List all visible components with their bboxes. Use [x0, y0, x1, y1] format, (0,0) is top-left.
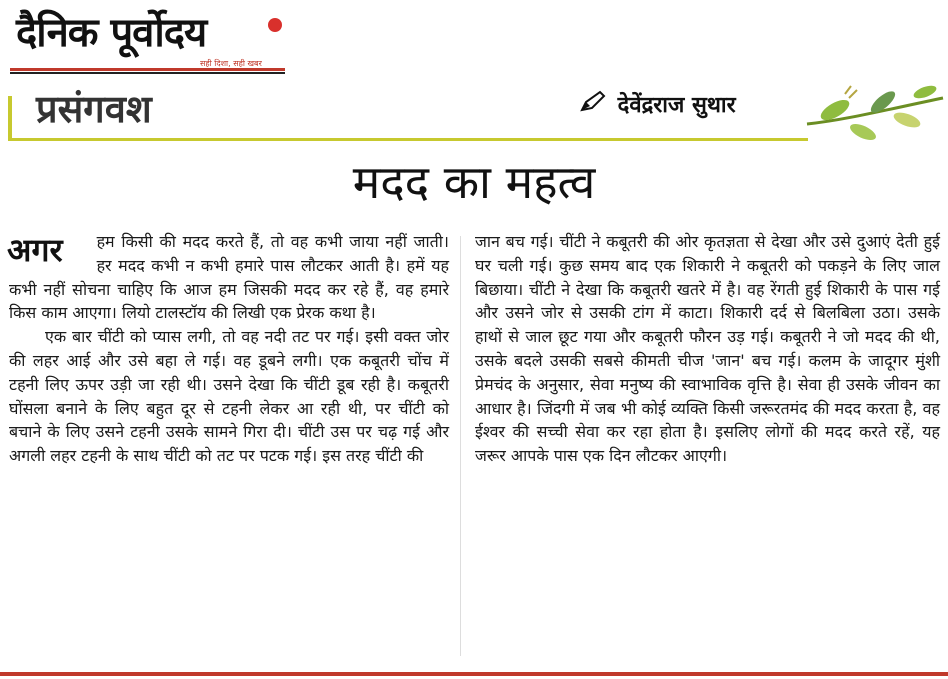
- paragraph-text: हम किसी की मदद करते हैं, तो वह कभी जाया नहीं जाती। हर मदद कभी न कभी हमारे पास लौटकर आती है। हमें यह कभी नहीं सोचना चाहिए कि आज हम जिसकी मदद कर रहे हैं, वह हमारे किस काम आएगा। लियो टालस्टॉय की लिखी एक प्रेरक कथा है।: [9, 232, 449, 323]
- section-title: प्रसंगवश: [36, 87, 152, 131]
- masthead-rule-red: [10, 68, 285, 71]
- newspaper-tagline: सही दिशा, सही खबर: [200, 59, 262, 68]
- article-paragraph: जान बच गई। चींटी ने कबूतरी की ओर कृतज्ञता से देखा और उसे दुआएं देती हुई घर चली गई। कुछ समय बाद एक शिकारी ने कबूतरी को पकड़ने के लिए जाल बिछाया। चींटी ने देखा कि कबूतरी खतरे में है। वह रेंगती हुई शिकारी के पास गई और उसने जोर से उसकी टांग में काटा। शिकारी दर्द से बिलबिला उठा। उसके हाथों से जाल छूट गया और कबूतरी फौरन उड़ गई। कबूतरी ने जो मदद की थी, उसके बदले उसकी सबसे कीमती चीज 'जान' बच गई। कलम के जादूगर मुंशी प्रेमचंद के अनुसार, सेवा मनुष्य की स्वाभाविक वृत्ति है। सेवा ही उसके जीवन का आधार है। जिंदगी में जब भी कोई व्यक्ति किसी जरूरतमंद की मदद करता है, वह ईश्वर की सच्ची सेवा कर रहा होता है। इसलिए लोगों की मदद करते रहें, यह जरूर आपके पास एक दिन लौटकर आएगी।: [475, 232, 940, 466]
- article-paragraph: एक बार चींटी को प्यास लगी, तो वह नदी तट पर गई। इसी वक्त जोर की लहर आई और उसे बहा ले गई। वह डूबने लगी। एक कबूतरी चोंच में टहनी लिए ऊपर उड़ी जा रही थी। उसने देखा कि चींटी डूब रही है। कबूतरी घोंसला बनाने के लिए बहुत दूर से टहनी लेकर आ रही थी, पर चींटी को बचाने के लिए उसने टहनी उसके सामने गिरा दी। चींटी उस पर चढ़ गई और अगली लहर टहनी के साथ चींटी को तट पर पटक गई। इस तरह चींटी की: [9, 327, 449, 466]
- article-headline: मदद का महत्व: [352, 155, 596, 209]
- masthead-rule-black: [10, 72, 285, 74]
- drop-cap: अगर: [7, 231, 63, 269]
- article-column-right: [475, 230, 940, 468]
- leaf-branch-icon: [805, 80, 945, 152]
- byline: [580, 88, 736, 123]
- masthead: [10, 6, 285, 74]
- pen-icon: [580, 88, 610, 122]
- masthead-dot-icon: [268, 18, 282, 32]
- bottom-rule: [0, 672, 948, 676]
- article-paragraph: [9, 230, 449, 325]
- column-divider: [460, 236, 461, 656]
- section-tick: [8, 96, 12, 140]
- author-name: देवेंद्रराज सुथार: [617, 93, 736, 118]
- article-column-left: [9, 230, 449, 468]
- newspaper-name: दैनिक पूर्वोदय: [16, 10, 207, 56]
- section-underline: [8, 138, 808, 141]
